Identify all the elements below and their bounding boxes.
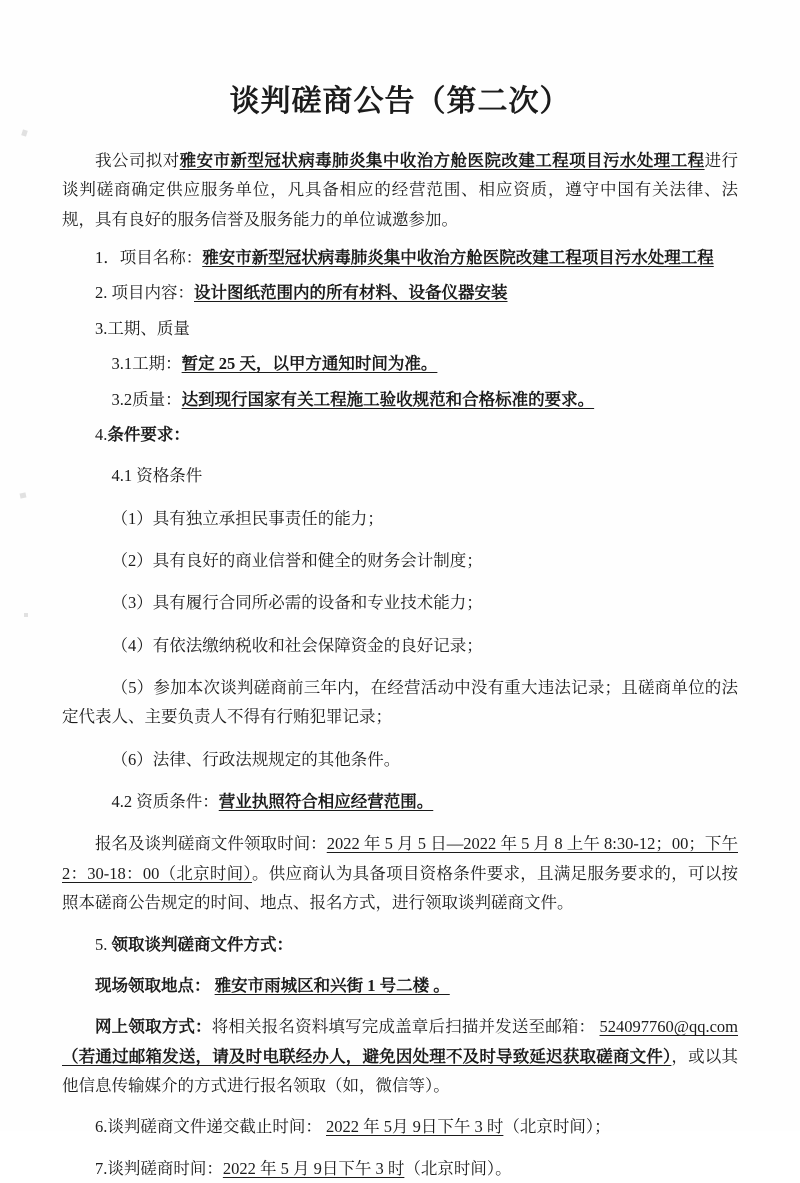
item-project-name (62, 243, 738, 272)
qualification-item: （3）具有履行合同所必需的设备和专业技术能力； (111, 593, 483, 613)
email-link[interactable]: 524097760@qq.com (599, 1017, 739, 1037)
subitem-value: 暂定 25 天，以甲方通知时间为准。 (181, 354, 438, 374)
item-label: 工期、质量 (107, 318, 190, 338)
scan-artifact-icon (21, 129, 28, 136)
intro-suffix: 进行谈判磋商确定供应服务单位，凡具备相应的经营范围、相应资质，遵守中国有关法律、法规，具有良好的服务信誉及服务能力的单位诚邀参加。 (62, 151, 739, 229)
intro-project-name: 雅安市新型冠状病毒肺炎集中收治方舱医院改建工程项目污水处理工程 (179, 151, 705, 170)
registration-time: 2022 年 5 月 5 日—2022 年 5 月 8 上午 8:30-12；00；下午 2：30-18：00（北京时间） (62, 834, 738, 883)
subitem-number: 3.2 (111, 389, 133, 409)
intro-paragraph (62, 146, 738, 234)
qualification-item: （4）有依法缴纳税收和社会保障资金的良好记录； (111, 635, 483, 655)
deadline-label: 谈判磋商文件递交截止时间： (107, 1117, 322, 1137)
item-project-content (62, 278, 738, 307)
condition-label: 条件要求： (107, 424, 190, 444)
deadline-number: 6. (95, 1117, 108, 1137)
condition-heading (62, 420, 738, 449)
item-duration-quality (62, 314, 738, 343)
negotiation-time-line (62, 1154, 738, 1183)
intro-prefix: 我公司拟对 (95, 151, 180, 170)
scan-artifact-icon (24, 613, 28, 617)
negotiation-value: 2022 年 5 月 9日下午 3 时 (222, 1158, 405, 1178)
item-number: 3. (95, 318, 108, 338)
page-title: 谈判磋商公告（第二次） (229, 85, 571, 118)
subitem-value: 达到现行国家有关工程施工验收规范和合格标准的要求。 (181, 389, 595, 409)
negotiation-number: 7. (95, 1158, 108, 1178)
qualification-cert-label: 资质条件： (136, 792, 219, 812)
qualification-cert (62, 787, 738, 816)
onsite-value: 雅安市雨城区和兴街 1 号二楼 。 (214, 975, 450, 995)
collect-heading (62, 930, 738, 959)
subitem-quality (62, 385, 738, 414)
item-number: 2. (95, 283, 108, 303)
negotiation-suffix: （北京时间）。 (404, 1158, 512, 1178)
condition-number: 4. (95, 424, 108, 444)
qualification-item: （1）具有独立承担民事责任的能力； (111, 508, 384, 528)
qualification-item: （6）法律、行政法规规定的其他条件。 (111, 749, 401, 769)
online-text-after: ，或以其他信息传输媒介的方式进行报名领取（如，微信等）。 (62, 1046, 739, 1095)
negotiation-label: 谈判磋商时间： (107, 1158, 223, 1178)
qualification-item: （2）具有良好的商业信誉和健全的财务会计制度； (111, 550, 483, 570)
deadline-value: 2022 年 5月 9日下午 3 时 (326, 1117, 504, 1137)
item-label: 项目内容： (111, 283, 194, 303)
scan-artifact-icon (20, 492, 27, 498)
onsite-collect (62, 971, 738, 1000)
registration-paragraph (62, 829, 738, 917)
subitem-label: 工期： (132, 354, 182, 374)
item-label: 项目名称： (119, 248, 203, 268)
qualification-cert-number: 4.2 (111, 792, 133, 812)
qualification-cert-value: 营业执照符合相应经营范围。 (218, 792, 434, 812)
deadline-suffix: （北京时间）； (503, 1117, 611, 1137)
subitem-label: 质量： (132, 389, 182, 409)
online-text-before: 将相关报名资料填写完成盖章后扫描并发送至邮箱： (211, 1017, 596, 1037)
online-label: 网上领取方式： (95, 1017, 212, 1037)
qualification-number: 4.1 (111, 466, 133, 486)
onsite-label: 现场领取地点： (95, 975, 211, 995)
qualification-item: （5）参加本次谈判磋商前三年内，在经营活动中没有重大违法记录；且磋商单位的法定代表人、主要负责人不得有行贿犯罪记录； (62, 678, 738, 727)
qualification-label: 资格条件 (136, 466, 203, 486)
item-number: 1． (95, 248, 120, 268)
qualification-heading (62, 461, 738, 490)
subitem-number: 3.1 (111, 354, 133, 374)
online-bracket-note: （若通过邮箱发送，请及时电联经办人，避免因处理不及时导致延迟获取磋商文件） (62, 1046, 672, 1066)
item-value: 设计图纸范围内的所有材料、设备仪器安装 (194, 283, 508, 303)
deadline-line (62, 1112, 738, 1141)
online-collect (62, 1012, 738, 1100)
collect-number: 5. (95, 934, 108, 954)
item-value: 雅安市新型冠状病毒肺炎集中收治方舱医院改建工程项目污水处理工程 (202, 248, 714, 268)
registration-prefix: 报名及谈判磋商文件领取时间： (95, 834, 327, 854)
collect-label: 领取谈判磋商文件方式： (111, 934, 293, 954)
registration-suffix: 。供应商认为具备项目资格条件要求，且满足服务要求的，可以按照本磋商公告规定的时间、地点、报名方式，进行领取谈判磋商文件。 (62, 863, 739, 913)
subitem-duration (62, 349, 738, 378)
